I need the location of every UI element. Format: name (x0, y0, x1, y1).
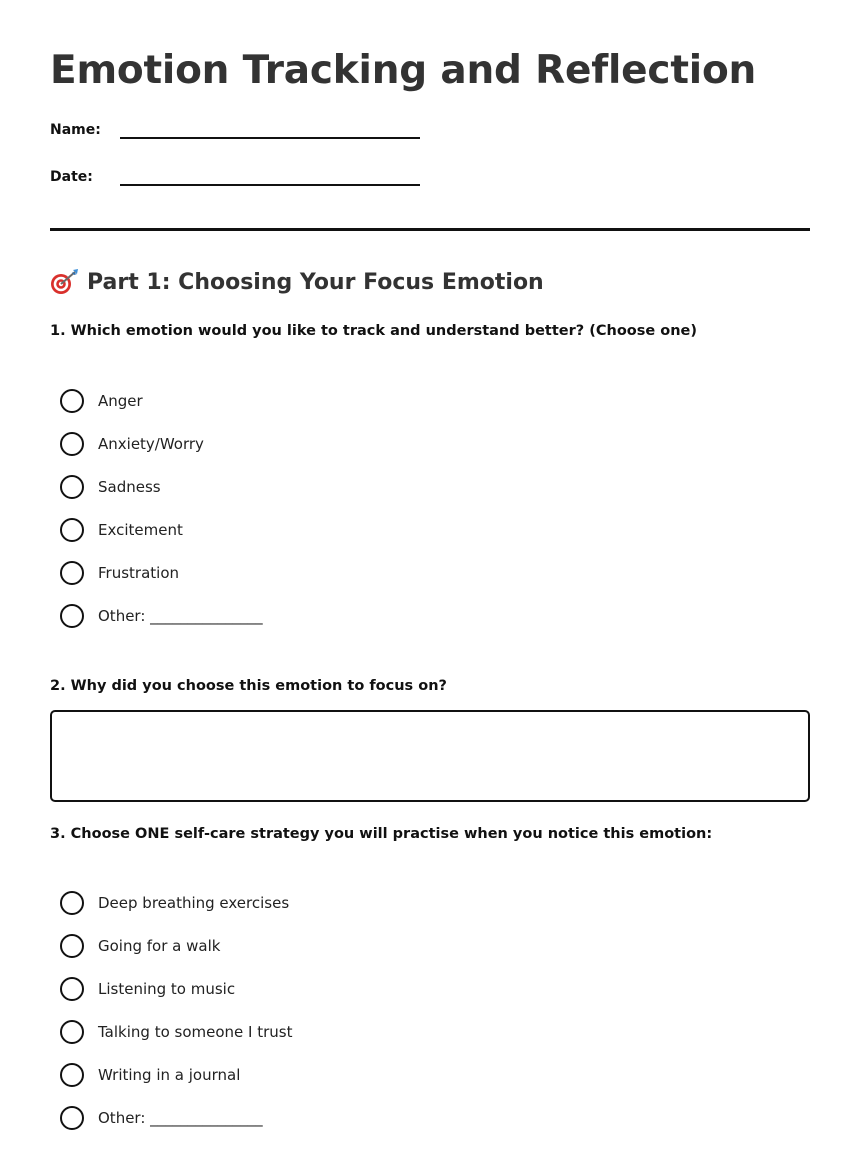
option-label: Anger (98, 391, 143, 410)
radio-button[interactable] (60, 891, 84, 915)
emotion-options (60, 379, 263, 637)
question-2: 2. Why did you choose this emotion to focus on? (50, 678, 447, 694)
date-label: Date: (50, 169, 93, 185)
emotion-option-anger[interactable] (60, 379, 263, 422)
name-label: Name: (50, 122, 101, 138)
option-label: Frustration (98, 563, 179, 582)
radio-button[interactable] (60, 389, 84, 413)
answer-textbox[interactable] (50, 710, 810, 802)
option-label: Going for a walk (98, 936, 221, 955)
radio-button[interactable] (60, 518, 84, 542)
radio-button[interactable] (60, 1020, 84, 1044)
option-label: Anxiety/Worry (98, 434, 204, 453)
radio-button[interactable] (60, 1106, 84, 1130)
radio-button[interactable] (60, 604, 84, 628)
radio-button[interactable] (60, 561, 84, 585)
strategy-option-other[interactable] (60, 1096, 292, 1139)
part1-heading (50, 268, 544, 296)
option-label: Sadness (98, 477, 161, 496)
option-label: Deep breathing exercises (98, 893, 290, 912)
option-label: Talking to someone I trust (98, 1022, 293, 1041)
strategy-option-music[interactable] (60, 967, 292, 1010)
emotion-option-sadness[interactable] (60, 465, 263, 508)
strategy-option-talking[interactable] (60, 1010, 292, 1053)
emotion-option-anxiety[interactable] (60, 422, 263, 465)
part1-title: Part 1: Choosing Your Focus Emotion (87, 269, 544, 295)
date-field-row (50, 169, 450, 199)
strategy-options (60, 881, 292, 1139)
option-label: Other: _______________ (98, 1108, 263, 1127)
emotion-option-excitement[interactable] (60, 508, 263, 551)
option-label: Listening to music (98, 979, 236, 998)
name-field-row (50, 122, 450, 152)
emotion-option-frustration[interactable] (60, 551, 263, 594)
radio-button[interactable] (60, 475, 84, 499)
page-title: Emotion Tracking and Reflection (50, 48, 757, 93)
strategy-option-walk[interactable] (60, 924, 292, 967)
strategy-option-breathing[interactable] (60, 881, 292, 924)
option-label: Excitement (98, 520, 183, 539)
date-input-line[interactable] (120, 184, 420, 186)
strategy-option-journal[interactable] (60, 1053, 292, 1096)
target-dart-icon (50, 268, 80, 296)
emotion-option-other[interactable] (60, 594, 263, 637)
option-label: Writing in a journal (98, 1065, 241, 1084)
radio-button[interactable] (60, 1063, 84, 1087)
header-divider (50, 228, 810, 231)
option-label: Other: _______________ (98, 606, 263, 625)
radio-button[interactable] (60, 977, 84, 1001)
radio-button[interactable] (60, 432, 84, 456)
radio-button[interactable] (60, 934, 84, 958)
question-3: 3. Choose ONE self-care strategy you will practise when you notice this emotion: (50, 826, 713, 842)
question-1: 1. Which emotion would you like to track and understand better? (Choose one) (50, 323, 698, 339)
name-input-line[interactable] (120, 137, 420, 139)
